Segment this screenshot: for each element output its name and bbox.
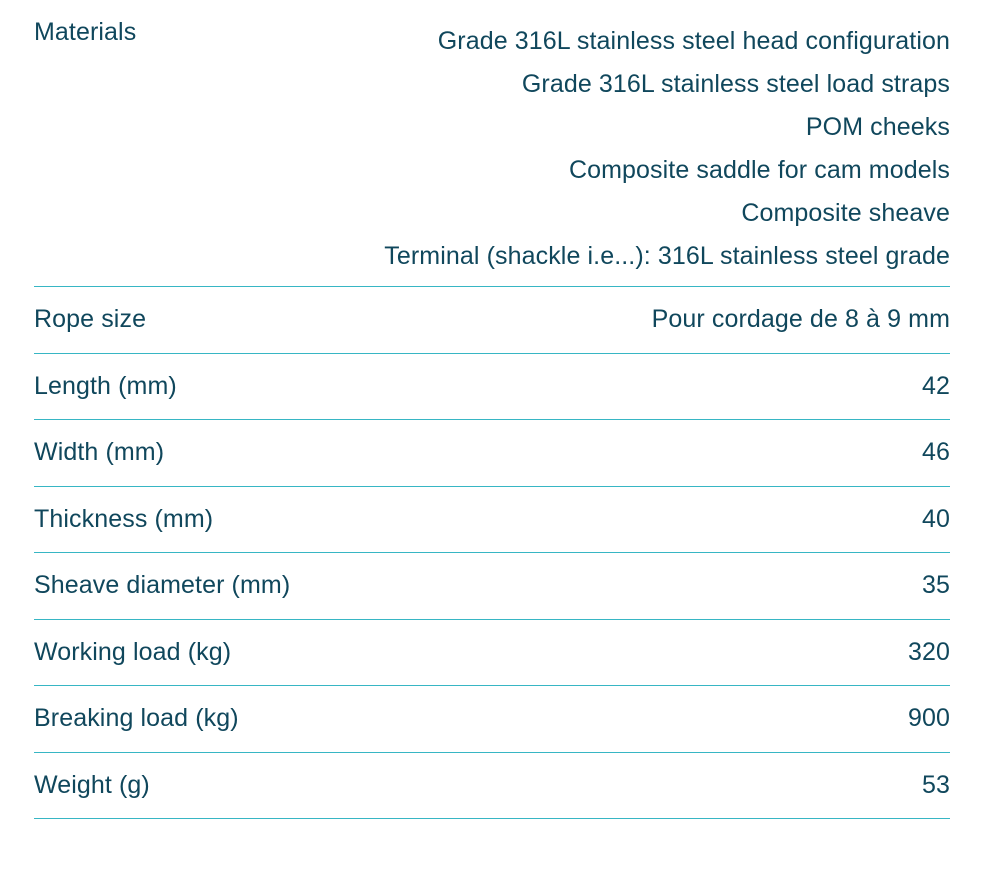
- value-line: Composite saddle for cam models: [568, 156, 950, 184]
- table-row: [34, 486, 950, 553]
- table-row: [34, 686, 950, 753]
- table-row: [34, 553, 950, 620]
- row-label: Working load (kg): [34, 637, 232, 666]
- row-label: Breaking load (kg): [34, 704, 239, 732]
- row-value: [334, 0, 950, 287]
- row-label: Width (mm): [34, 438, 165, 466]
- row-value: 46: [921, 438, 950, 466]
- table-row: [34, 0, 950, 287]
- row-label: Sheave diameter (mm): [34, 571, 291, 599]
- row-value: Pour cordage de 8 à 9 mm: [651, 305, 950, 333]
- table-row: [34, 752, 950, 819]
- row-value: 900: [907, 704, 950, 732]
- table-row: [34, 420, 950, 487]
- value-line: Terminal (shackle i.e...): 316L stainless steel grade: [384, 242, 950, 270]
- row-label: Rope size: [34, 305, 147, 333]
- specifications-table: [34, 0, 950, 819]
- specifications-table-body: [34, 0, 950, 819]
- row-label: Thickness (mm): [34, 504, 214, 533]
- table-row: [34, 353, 950, 420]
- table-row: [34, 287, 950, 354]
- value-line: Grade 316L stainless steel load straps: [521, 70, 950, 98]
- value-line: Composite sheave: [741, 199, 950, 227]
- value-line: POM cheeks: [805, 113, 950, 141]
- row-label: Materials: [34, 18, 137, 46]
- row-value: 42: [921, 371, 950, 400]
- row-value: 40: [921, 504, 950, 533]
- row-value: 320: [907, 637, 950, 666]
- row-value: 53: [921, 770, 950, 799]
- row-label: Length (mm): [34, 371, 177, 400]
- row-label: Weight (g): [34, 770, 150, 799]
- row-value: 35: [921, 571, 950, 599]
- value-line: Grade 316L stainless steel head configuration: [437, 27, 950, 55]
- table-row: [34, 619, 950, 686]
